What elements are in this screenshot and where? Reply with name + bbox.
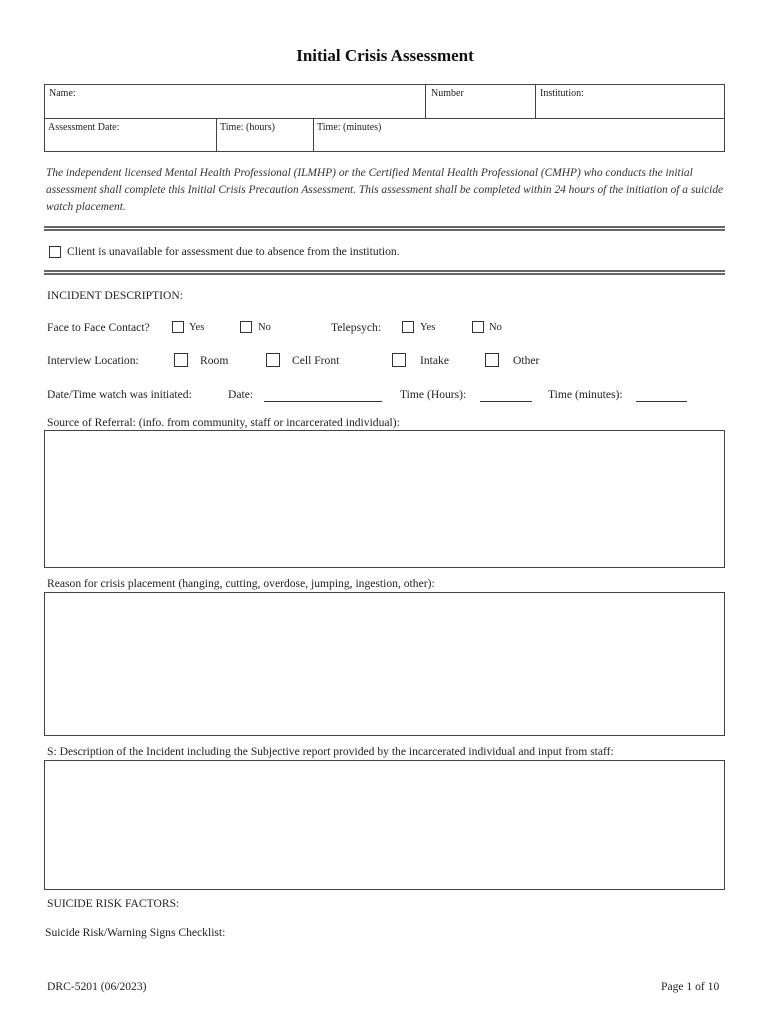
section-divider: [44, 270, 725, 275]
table-divider: [45, 118, 724, 119]
assessment-date-label: Assessment Date:: [48, 122, 120, 133]
source-referral-textarea[interactable]: [44, 430, 725, 568]
risk-factors-heading: SUICIDE RISK FACTORS:: [47, 897, 180, 910]
time-hours-label: Time: (hours): [220, 122, 275, 133]
watch-time-minutes-input[interactable]: [636, 401, 687, 402]
watch-date-input[interactable]: [264, 401, 382, 402]
location-cell-front-checkbox[interactable]: [266, 353, 280, 367]
risk-checklist-label: Suicide Risk/Warning Signs Checklist:: [45, 926, 226, 939]
section-divider: [44, 226, 725, 231]
face-to-face-no-checkbox[interactable]: [240, 321, 252, 333]
table-divider: [535, 85, 536, 119]
number-field[interactable]: [431, 88, 531, 116]
location-intake-checkbox[interactable]: [392, 353, 406, 367]
watch-date-label: Date:: [228, 388, 254, 401]
location-intake-label: Intake: [420, 354, 449, 367]
watch-time-hours-label: Time (Hours):: [400, 388, 467, 401]
location-other-label: Other: [513, 354, 540, 367]
unavailable-checkbox[interactable]: [49, 246, 61, 258]
subjective-description-textarea[interactable]: [44, 760, 725, 890]
location-room-checkbox[interactable]: [174, 353, 188, 367]
location-other-checkbox[interactable]: [485, 353, 499, 367]
intro-instructions: The independent licensed Mental Health Professional (ILMHP) or the Certified Mental Health Professional (CMHP) who conducts the initial assessment shall complete this Initial Crisis Precaution Assessment. This assessment shall be completed within 24 hours of the initiation of a suicide watch placement.: [46, 167, 724, 213]
source-referral-label: Source of Referral: (info. from community, staff or incarcerated individual):: [47, 416, 400, 429]
form-id: DRC-5201 (06/2023): [47, 980, 147, 993]
name-label: Name:: [49, 88, 76, 99]
watch-time-hours-input[interactable]: [480, 401, 532, 402]
face-to-face-yes-checkbox[interactable]: [172, 321, 184, 333]
telepsych-no-label: No: [489, 322, 502, 333]
face-to-face-no-label: No: [258, 322, 271, 333]
face-to-face-yes-label: Yes: [189, 322, 205, 333]
watch-time-minutes-label: Time (minutes):: [548, 388, 623, 401]
subjective-description-label: S: Description of the Incident including the Subjective report provided by the incarcerated individual and input from staff:: [47, 745, 614, 758]
face-to-face-label: Face to Face Contact?: [47, 321, 150, 334]
table-divider: [313, 119, 314, 152]
time-minutes-field[interactable]: [317, 122, 717, 150]
reason-placement-textarea[interactable]: [44, 592, 725, 736]
page-title: Initial Crisis Assessment: [296, 46, 474, 65]
watch-initiated-label: Date/Time watch was initiated:: [47, 388, 192, 401]
reason-placement-label: Reason for crisis placement (hanging, cutting, overdose, jumping, ingestion, other):: [47, 577, 435, 590]
header-info-table: [44, 84, 725, 152]
number-label: Number: [431, 88, 464, 99]
table-divider: [425, 85, 426, 119]
telepsych-label: Telepsych:: [331, 321, 382, 334]
time-hours-field[interactable]: [220, 122, 310, 150]
telepsych-yes-label: Yes: [420, 322, 436, 333]
telepsych-yes-checkbox[interactable]: [402, 321, 414, 333]
institution-field[interactable]: [540, 88, 720, 116]
table-divider: [216, 119, 217, 152]
telepsych-no-checkbox[interactable]: [472, 321, 484, 333]
unavailable-label: Client is unavailable for assessment due to absence from the institution.: [67, 245, 400, 258]
interview-location-label: Interview Location:: [47, 354, 139, 367]
page-number: Page 1 of 10: [661, 980, 720, 993]
location-cell-front-label: Cell Front: [292, 354, 340, 367]
institution-label: Institution:: [540, 88, 584, 99]
name-field[interactable]: [49, 88, 423, 116]
assessment-date-field[interactable]: [48, 122, 213, 150]
location-room-label: Room: [200, 354, 229, 367]
incident-heading: INCIDENT DESCRIPTION:: [47, 289, 184, 302]
time-minutes-label: Time: (minutes): [317, 122, 382, 133]
